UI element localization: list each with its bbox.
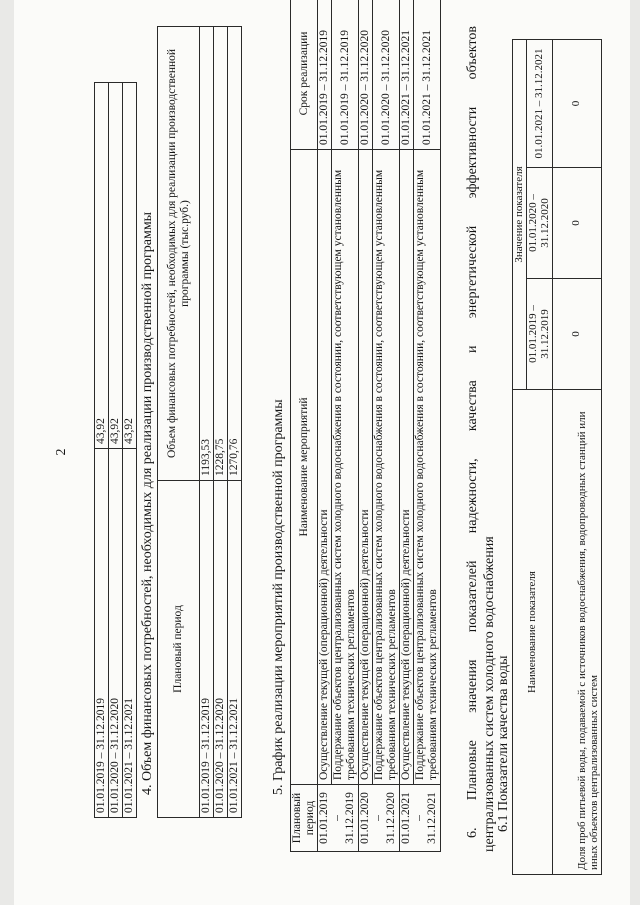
period-cell: 01.01.2020 – 31.12.2020 (109, 449, 123, 818)
indicator-name-cell: Доля проб питьевой воды, подаваемой с источников водоснабжения, водопроводных станций или иных объектов централизованных систем (552, 390, 601, 875)
term-cell: 01.01.2020 – 31.12.2020 (359, 0, 373, 150)
table-row (552, 40, 601, 875)
header-indicator-value: Значение показателя (513, 40, 527, 390)
activity-cell: Поддержание объектов централизованных систем холодного водоснабжения в состоянии, соответствующем установленным требованиям технических регламентов (332, 150, 359, 785)
term-cell: 01.01.2021 – 31.12.2021 (414, 0, 441, 150)
header-period: Плановый период (158, 481, 200, 818)
term-cell: 01.01.2019 – 31.12.2019 (318, 0, 332, 150)
table-row (200, 27, 214, 818)
table-row (95, 83, 109, 818)
section-6-word: и (465, 345, 480, 353)
table-row (228, 27, 242, 818)
period-cell: 01.01.2021 – 31.12.2021 (228, 481, 242, 818)
previous-table-continuation (94, 82, 137, 818)
term-cell: 01.01.2020 – 31.12.2020 (373, 0, 400, 150)
period-cell: 01.01.2021 – 31.12.2021 (123, 449, 137, 818)
period-cell: 01.01.2019 – 31.12.2019 (318, 785, 359, 852)
value-cell: 0 (552, 40, 601, 168)
value-cell: 1270,76 (228, 27, 242, 481)
section-6-word: энергетической (465, 225, 480, 319)
section-4-title: 4. Объем финансовых потребностей, необходимых для реализации производственной программы (140, 211, 155, 795)
table-row (400, 0, 414, 852)
period-cell: 01.01.2019 – 31.12.2019 (200, 481, 214, 818)
period-cell: 01.01.2020 – 31.12.2020 (214, 481, 228, 818)
table-row (109, 83, 123, 818)
table-row (373, 0, 400, 852)
section-6-word: надежности, (465, 458, 480, 534)
subsection-6-1-title: 6.1 Показатели качества воды (496, 655, 511, 832)
period-cell: 01.01.2021 – 31.12.2021 (400, 785, 441, 852)
activity-cell: Осуществление текущей (операционной) деятельности (359, 150, 373, 785)
section-6-word: эффективности (465, 106, 480, 199)
activity-cell: Осуществление текущей (операционной) деятельности (400, 150, 414, 785)
term-cell: 01.01.2021 – 31.12.2021 (400, 0, 414, 150)
header-period: 01.01.2020 – 31.12.2020 (526, 168, 552, 279)
period-cell: 01.01.2020 – 31.12.2020 (359, 785, 400, 852)
header-period: 01.01.2019 – 31.12.2019 (526, 279, 552, 390)
header-term: Срок реализации (291, 0, 318, 150)
section-6-word: 6. (465, 827, 480, 838)
value-cell: 1193,53 (200, 27, 214, 481)
value-cell: 1228,75 (214, 27, 228, 481)
financial-needs-table (157, 26, 242, 818)
header-period: 01.01.2021 – 31.12.2021 (526, 40, 552, 168)
section-6-word: Плановые (465, 740, 480, 801)
table-header-row (158, 27, 200, 818)
activity-cell: Осуществление текущей (операционной) деятельности (318, 150, 332, 785)
section-5-title: 5. График реализации мероприятий производственной программы (271, 399, 286, 795)
activities-schedule-table (290, 0, 441, 852)
table-row (332, 0, 359, 852)
table-row (359, 0, 373, 852)
header-activities: Наименование мероприятий (291, 150, 318, 785)
page-number: 2 (54, 448, 69, 456)
value-cell: 0 (552, 279, 601, 390)
water-quality-table (512, 39, 602, 875)
value-cell: 43,92 (123, 83, 137, 449)
table-header-row (513, 40, 527, 875)
value-cell: 43,92 (95, 83, 109, 449)
activity-cell: Поддержание объектов централизованных систем холодного водоснабжения в состоянии, соответствующем установленным требованиям технических регламентов (373, 150, 400, 785)
term-cell: 01.01.2019 – 31.12.2019 (332, 0, 359, 150)
value-cell: 0 (552, 168, 601, 279)
value-cell: 43,92 (109, 83, 123, 449)
section-6-word: качества (465, 380, 480, 432)
table-row (214, 27, 228, 818)
section-6-title-line2: централизованных систем холодного водоснабжения (482, 536, 497, 852)
table-row (414, 0, 441, 852)
section-6-word: показателей (465, 560, 480, 633)
section-6-word: значения (465, 659, 480, 713)
table-row (123, 83, 137, 818)
section-6-title (464, 26, 498, 852)
table-header-row (291, 0, 318, 852)
period-cell: 01.01.2019 – 31.12.2019 (95, 449, 109, 818)
header-indicator-name: Наименование показателя (513, 390, 553, 875)
header-volume: Объем финансовых потребностей, необходимых для реализации производственной программы (тыс.руб.) (158, 27, 200, 481)
section-6-word: объектов (465, 26, 480, 80)
activity-cell: Поддержание объектов централизованных систем холодного водоснабжения в состоянии, соответствующем установленным требованиям технических регламентов (414, 150, 441, 785)
header-period: Плановый период (291, 785, 318, 852)
table-row (318, 0, 332, 852)
